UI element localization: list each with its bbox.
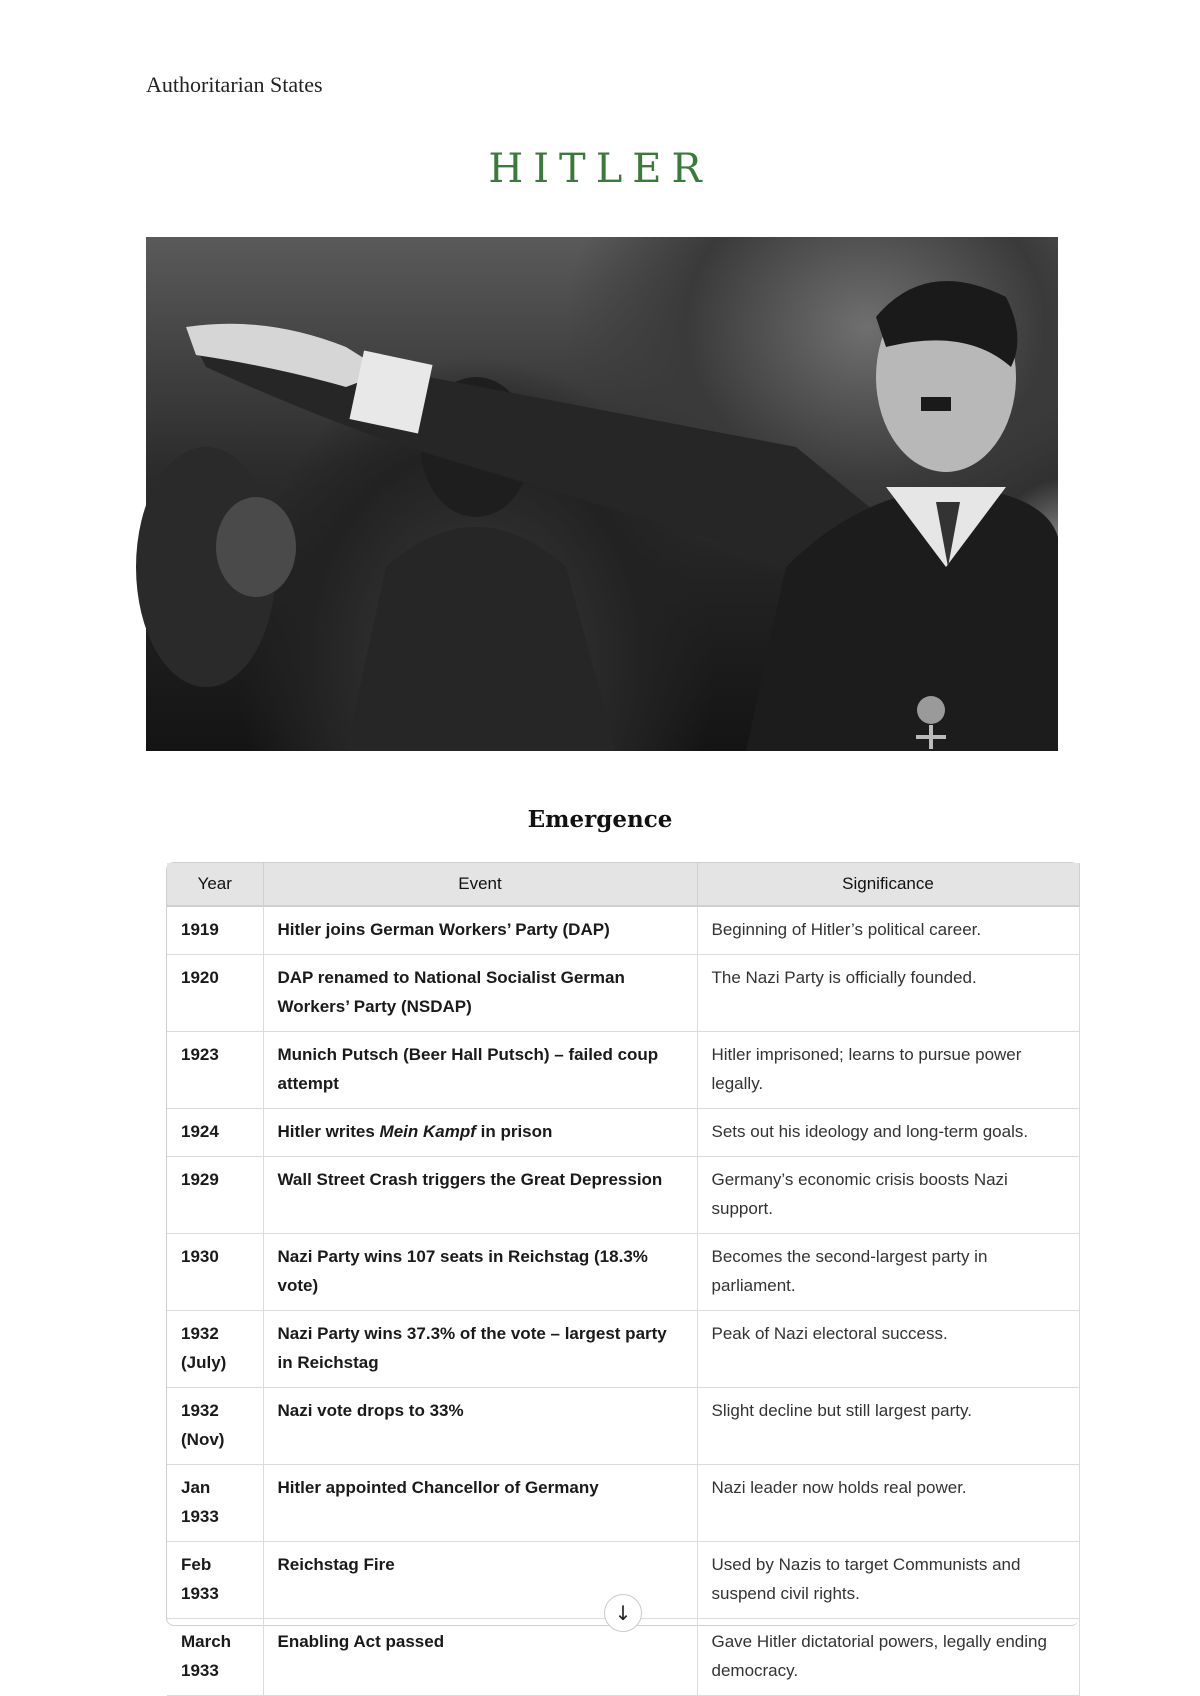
- section-heading-emergence: Emergence: [527, 806, 673, 833]
- year-cell: March 1933: [167, 1619, 263, 1696]
- hitler-photo: [146, 237, 1058, 751]
- table-header-row: [167, 863, 1079, 906]
- year-cell: Jan 1933: [167, 1465, 263, 1542]
- event-cell: Hitler appointed Chancellor of Germany: [263, 1465, 697, 1542]
- table-row: [167, 955, 1079, 1032]
- significance-cell: Gave Hitler dictatorial powers, legally ending democracy.: [697, 1619, 1079, 1696]
- event-cell: Wall Street Crash triggers the Great Depression: [263, 1157, 697, 1234]
- significance-cell: Peak of Nazi electoral success.: [697, 1311, 1079, 1388]
- event-cell: Enabling Act passed: [263, 1619, 697, 1696]
- year-cell: 1932 (July): [167, 1311, 263, 1388]
- significance-cell: Sets out his ideology and long-term goals.: [697, 1109, 1079, 1157]
- running-header: Authoritarian States: [146, 72, 323, 97]
- event-cell: [263, 1109, 697, 1157]
- event-cell: Munich Putsch (Beer Hall Putsch) – failed coup attempt: [263, 1032, 697, 1109]
- arrow-down-icon: ↓: [614, 1601, 632, 1625]
- column-header-year: Year: [167, 863, 263, 906]
- significance-cell: Nazi leader now holds real power.: [697, 1465, 1079, 1542]
- event-cell: Reichstag Fire: [263, 1542, 697, 1619]
- significance-cell: Used by Nazis to target Communists and suspend civil rights.: [697, 1542, 1079, 1619]
- year-cell: 1920: [167, 955, 263, 1032]
- table-row: [167, 1465, 1079, 1542]
- column-header-significance: Significance: [697, 863, 1079, 906]
- year-cell: 1932 (Nov): [167, 1388, 263, 1465]
- event-text: Hitler writes: [277, 1122, 380, 1141]
- significance-cell: Beginning of Hitler’s political career.: [697, 906, 1079, 955]
- year-cell: 1919: [167, 906, 263, 955]
- page-title: HITLER: [488, 146, 712, 192]
- significance-cell: Becomes the second-largest party in parliament.: [697, 1234, 1079, 1311]
- significance-cell: Slight decline but still largest party.: [697, 1388, 1079, 1465]
- book-title: Mein Kampf: [379, 1122, 476, 1141]
- event-cell: DAP renamed to National Socialist German Workers’ Party (NSDAP): [263, 955, 697, 1032]
- column-header-event: Event: [263, 863, 697, 906]
- year-cell: 1929: [167, 1157, 263, 1234]
- significance-cell: The Nazi Party is officially founded.: [697, 955, 1079, 1032]
- table-row: [167, 1157, 1079, 1234]
- timeline-table: [167, 863, 1080, 1696]
- table-row: [167, 1388, 1079, 1465]
- table-row: [167, 1311, 1079, 1388]
- year-cell: 1930: [167, 1234, 263, 1311]
- table-row: [167, 1032, 1079, 1109]
- year-cell: Feb 1933: [167, 1542, 263, 1619]
- table-row: [167, 1109, 1079, 1157]
- scroll-down-button[interactable]: [604, 1594, 642, 1632]
- event-cell: Hitler joins German Workers’ Party (DAP): [263, 906, 697, 955]
- significance-cell: Hitler imprisoned; learns to pursue power legally.: [697, 1032, 1079, 1109]
- photo-icon: [146, 237, 1058, 751]
- event-cell: Nazi vote drops to 33%: [263, 1388, 697, 1465]
- table-row: [167, 906, 1079, 955]
- year-cell: 1924: [167, 1109, 263, 1157]
- emergence-table: [166, 862, 1079, 1680]
- event-text: in prison: [475, 1122, 553, 1141]
- table-row: [167, 1234, 1079, 1311]
- event-cell: Nazi Party wins 37.3% of the vote – largest party in Reichstag: [263, 1311, 697, 1388]
- year-cell: 1923: [167, 1032, 263, 1109]
- event-cell: Nazi Party wins 107 seats in Reichstag (18.3% vote): [263, 1234, 697, 1311]
- significance-cell: Germany’s economic crisis boosts Nazi support.: [697, 1157, 1079, 1234]
